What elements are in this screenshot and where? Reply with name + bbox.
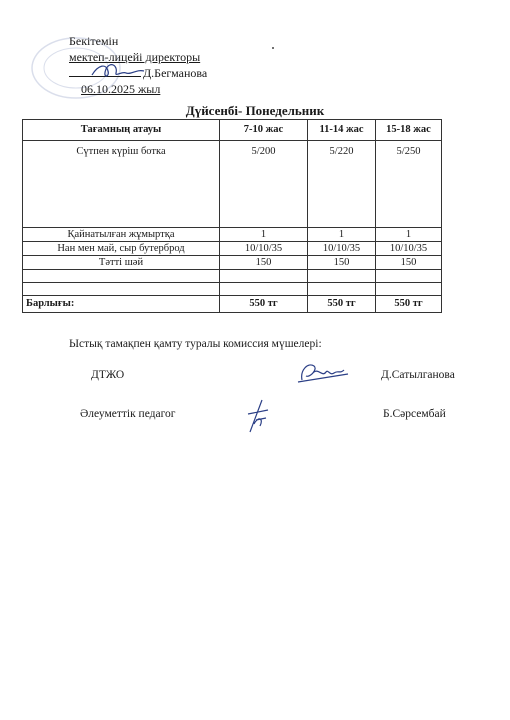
table-cell: Нан мен май, сыр бутерброд — [23, 242, 220, 256]
table-cell: Сүтпен күріш ботка — [23, 141, 220, 228]
table-row — [23, 270, 442, 283]
table-cell: 1 — [308, 228, 376, 242]
table-cell: 5/200 — [220, 141, 308, 228]
table-cell — [308, 283, 376, 296]
col-header-age-11-14: 11-14 жас — [308, 120, 376, 141]
table-cell: Тәтті шәй — [23, 256, 220, 270]
table-cell: 10/10/35 — [376, 242, 442, 256]
table-row — [23, 242, 442, 256]
member-name: Б.Сәрсембай — [383, 408, 446, 420]
table-row — [23, 283, 442, 296]
table-cell: 5/220 — [308, 141, 376, 228]
table-cell — [220, 283, 308, 296]
col-header-age-15-18: 15-18 жас — [376, 120, 442, 141]
approval-date: 06.10.2025 жыл — [81, 82, 161, 96]
table-cell — [23, 283, 220, 296]
menu-table — [22, 119, 442, 313]
table-cell: Қайнатылған жұмыртқа — [23, 228, 220, 242]
table-header-row — [23, 120, 442, 141]
table-cell: 1 — [220, 228, 308, 242]
commission-heading: Ыстық тамақпен қамту туралы комиссия мүшелері: — [69, 338, 322, 350]
table-cell: 10/10/35 — [308, 242, 376, 256]
total-age-15-18: 550 тг — [376, 296, 442, 313]
table-cell — [220, 270, 308, 283]
table-cell: 150 — [308, 256, 376, 270]
total-age-11-14: 550 тг — [308, 296, 376, 313]
table-cell: 150 — [376, 256, 442, 270]
approval-position: мектеп-лицейі директоры — [69, 50, 201, 64]
total-label: Барлығы: — [23, 296, 220, 313]
director-signature — [88, 61, 148, 83]
member-role: Әлеуметтік педагог — [80, 408, 176, 420]
table-total-row — [23, 296, 442, 313]
table-cell: 1 — [376, 228, 442, 242]
total-age-7-10: 550 тг — [220, 296, 308, 313]
table-cell — [308, 270, 376, 283]
col-header-age-7-10: 7-10 жас — [220, 120, 308, 141]
table-row — [23, 228, 442, 242]
member-signature — [294, 360, 352, 386]
member-name: Д.Сатылганова — [381, 369, 455, 381]
speck — [272, 47, 274, 49]
approval-title: Бекітемін — [69, 34, 119, 48]
page-title: Дүйсенбі- Понедельник — [185, 103, 325, 118]
table-cell — [376, 270, 442, 283]
table-cell — [376, 283, 442, 296]
table-cell: 150 — [220, 256, 308, 270]
table-row — [23, 256, 442, 270]
table-cell: 5/250 — [376, 141, 442, 228]
table-cell: 10/10/35 — [220, 242, 308, 256]
table-cell — [23, 270, 220, 283]
director-name: Д.Бегманова — [143, 66, 208, 80]
table-row — [23, 141, 442, 228]
col-header-dish: Тағамның атауы — [23, 120, 220, 141]
member-signature — [244, 396, 274, 436]
member-role: ДТЖО — [91, 369, 125, 381]
